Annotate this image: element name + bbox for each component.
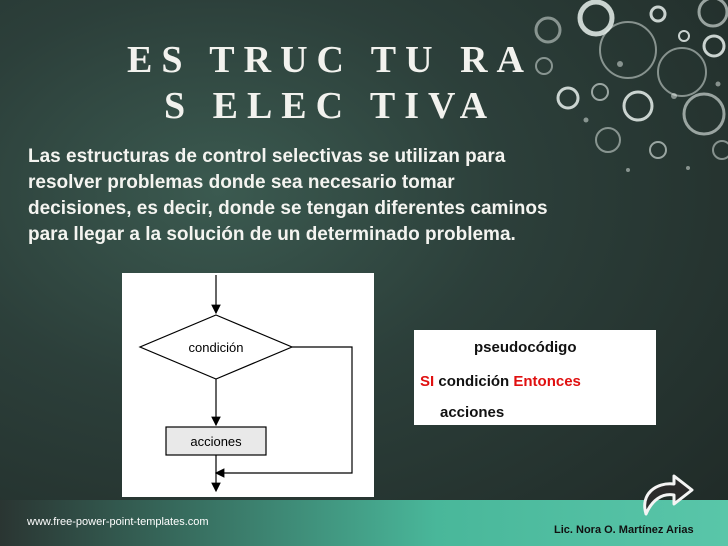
footer-author: Lic. Nora O. Martínez Arias [554,524,694,536]
intro-line: decisiones, es decir, donde se tengan diferentes caminos [28,198,548,219]
pseudocode-if-line [420,373,581,390]
intro-line: resolver problemas donde sea necesario tomar [28,172,455,193]
pseudocode-panel [414,330,656,425]
keyword-if: SI [420,373,435,390]
flowchart-diagram [122,273,374,497]
intro-line: Las estructuras de control selectivas se utilizan para [28,146,506,167]
intro-line: para llegar a la solución de un determinado problema. [28,224,516,245]
keyword-then: Entonces [513,373,581,390]
condition-label: condición [188,340,244,355]
slide-title-line2: S ELEC TIVA [163,85,497,127]
pseudocode-header: pseudocódigo [474,339,577,356]
pseudocode-condition: condición [438,373,510,390]
pseudocode-action: acciones [440,404,505,421]
flowchart-panel [122,273,374,497]
curved-arrow-right-icon[interactable] [636,470,696,520]
slide-title-line1: ES TRUC TU RA [127,39,533,81]
footer-url: www.free-power-point-templates.com [27,516,209,528]
intro-paragraph [28,144,708,248]
action-label: acciones [190,434,242,449]
